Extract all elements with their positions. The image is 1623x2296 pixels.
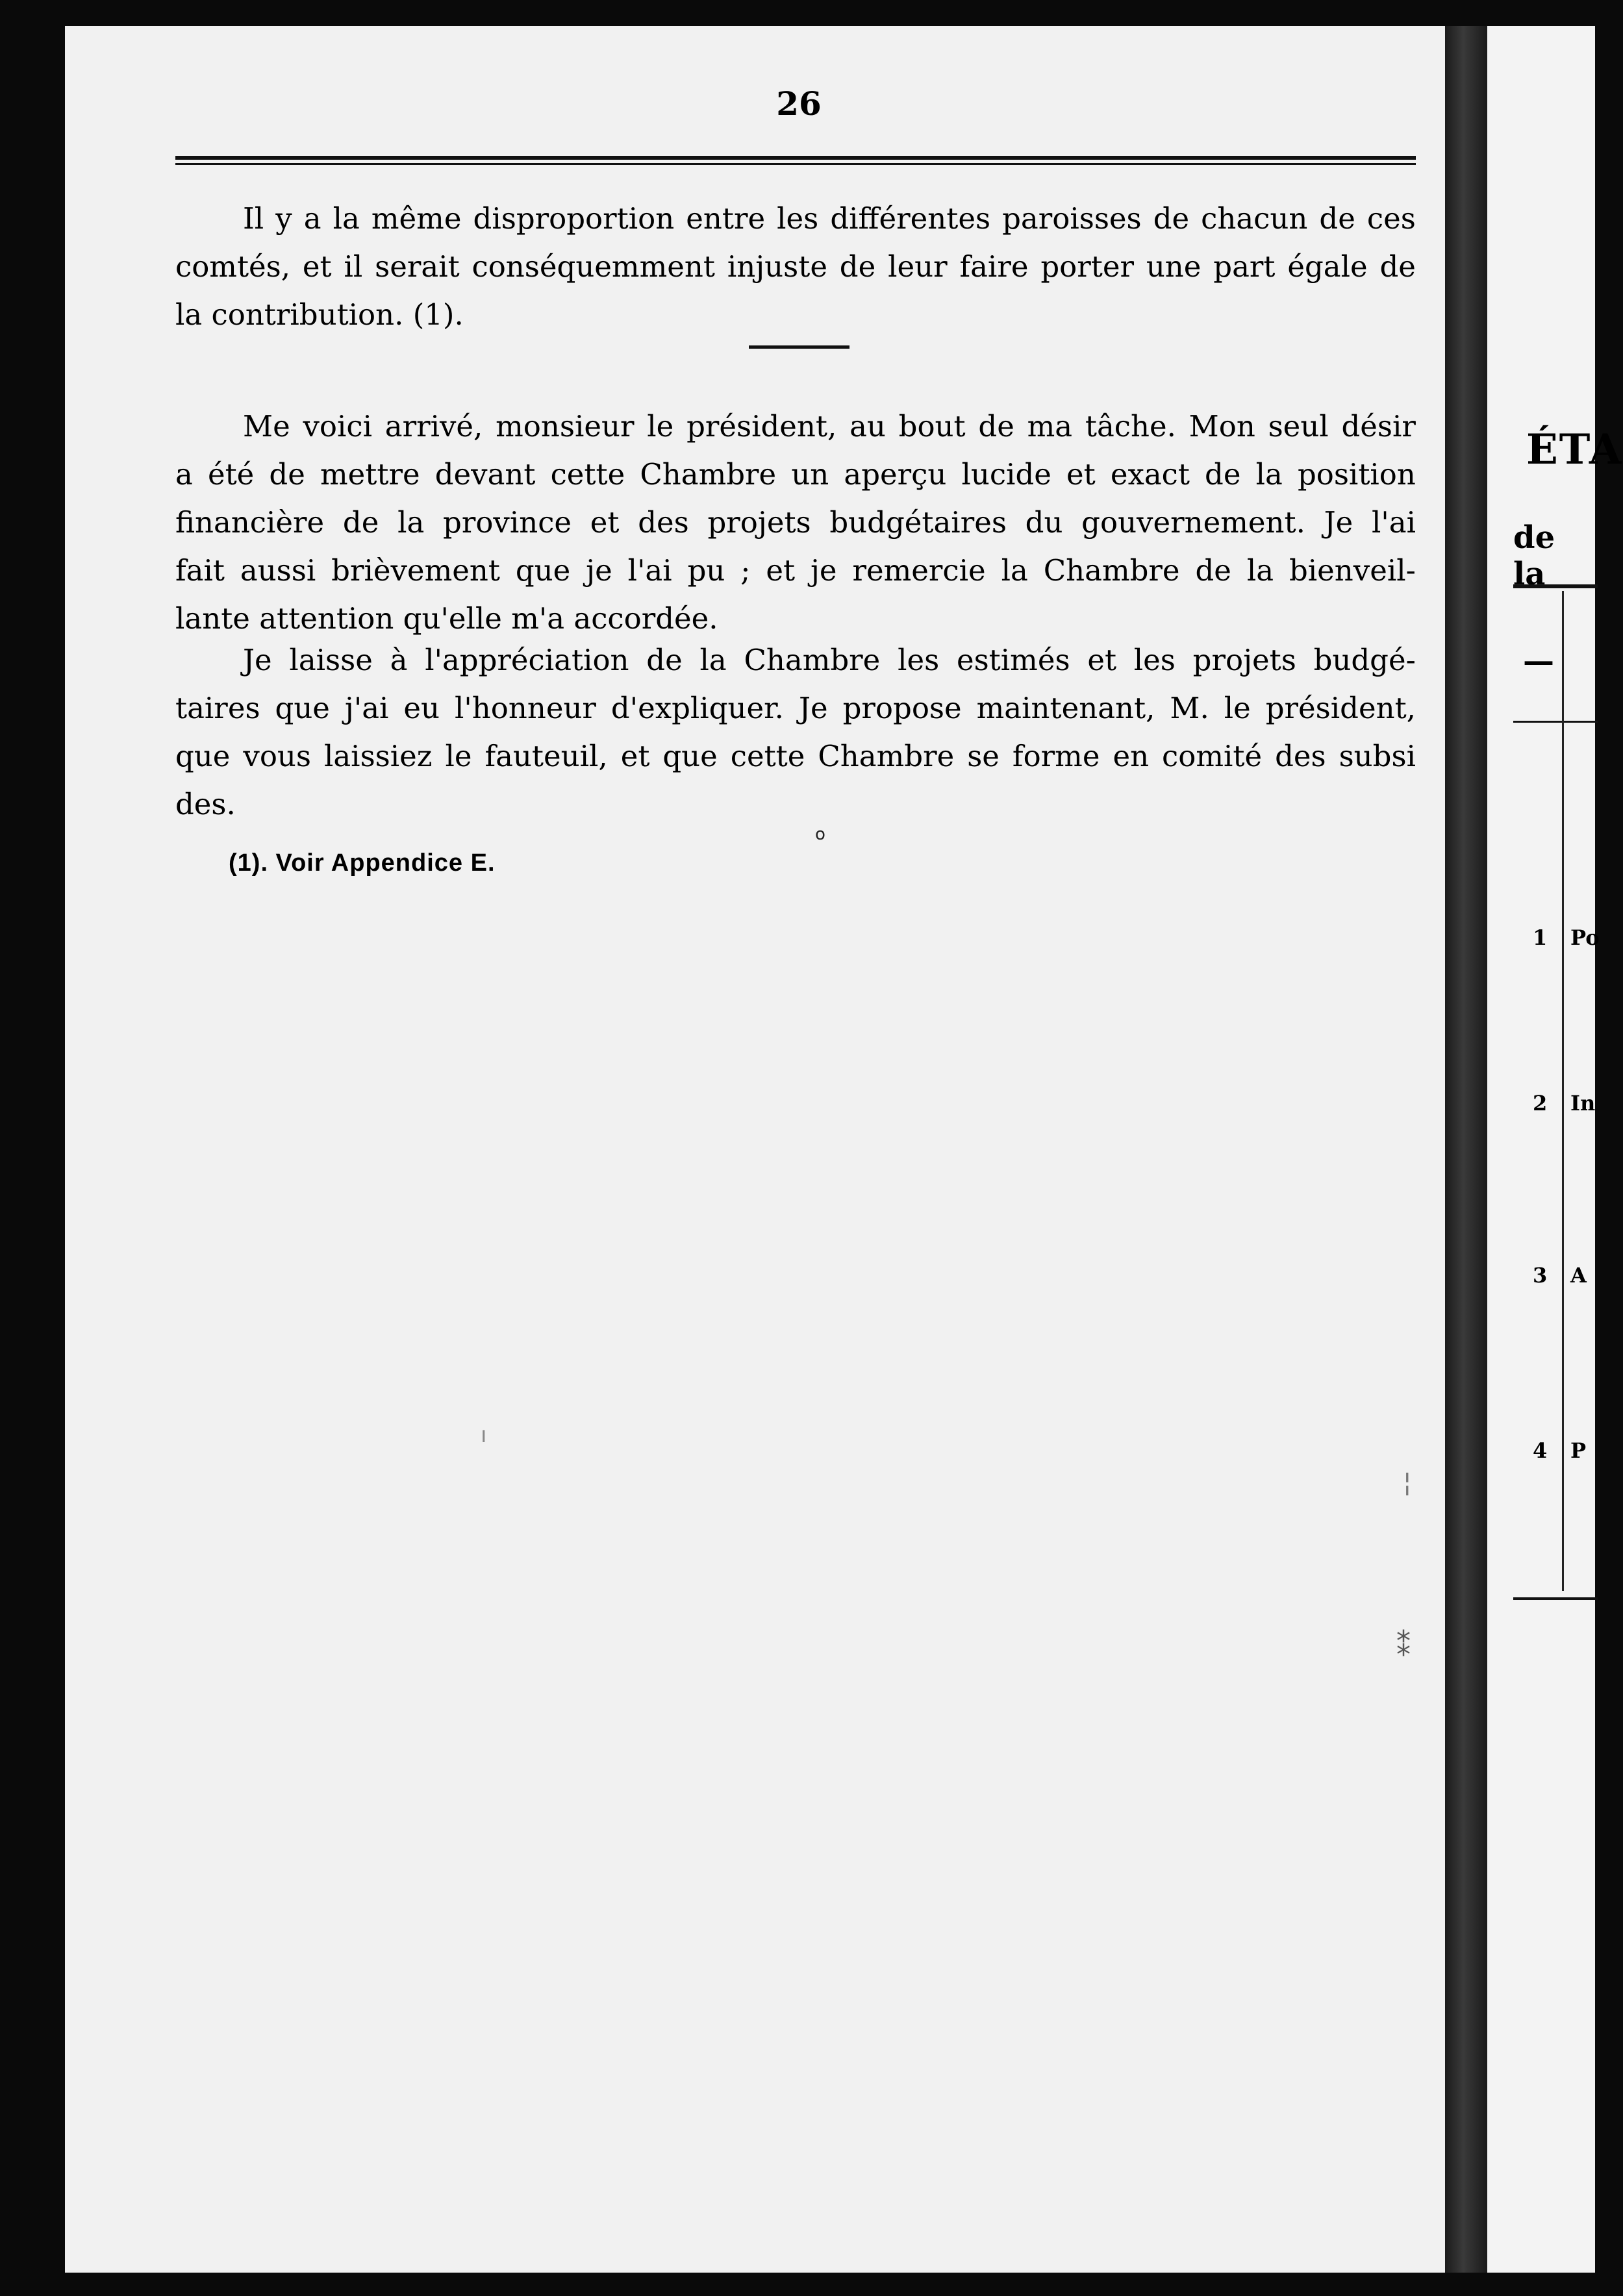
row-number: 4 [1533, 1438, 1548, 1463]
scan-speck: ı [481, 1422, 487, 1448]
text-line: fait aussi brièvement que je l'ai pu ; et je remercie la Chambre de la bienveil- [175, 553, 1416, 588]
table-rule [1513, 584, 1598, 588]
row-number: 1 [1533, 925, 1548, 950]
paragraph-1 [175, 195, 1416, 339]
table-rule [1513, 721, 1598, 723]
scan-speck: o [815, 825, 825, 844]
adjacent-page [1487, 26, 1623, 2273]
scan-speck: ⁑ [1396, 1630, 1411, 1663]
text-line: Me voici arrivé, monsieur le président, au bout de ma tâche. Mon seul désir [243, 409, 1416, 443]
row-label: In [1570, 1091, 1596, 1116]
text-line: comtés, et il serait conséquemment injuste de leur faire porter une part égale de [175, 249, 1416, 284]
row-label: P [1570, 1438, 1587, 1463]
adjacent-page-subtitle: de la [1513, 519, 1555, 592]
adjacent-page-title: ÉTA [1526, 425, 1623, 474]
text-line: a été de mettre devant cette Chambre un aperçu lucide et exact de la position [175, 457, 1416, 492]
table-dash: — [1523, 643, 1554, 679]
scan-speck: ¦ [1403, 1467, 1412, 1497]
paragraph-3 [175, 636, 1416, 829]
text-line: que vous laissiez le fauteuil, et que cette Chambre se forme en comité des subsi [175, 739, 1416, 773]
header-rule [175, 156, 1416, 165]
paragraph-2 [175, 403, 1416, 643]
footnote: (1). Voir Appendice E. [229, 849, 496, 877]
row-label: Po [1570, 925, 1600, 950]
table-column-line [1562, 591, 1564, 1591]
text-line: taires que j'ai eu l'honneur d'expliquer. Je propose maintenant, M. le président, [175, 691, 1416, 725]
row-label: A [1570, 1263, 1587, 1288]
text-line: lante attention qu'elle m'a accordée. [175, 601, 718, 636]
book-gutter [1445, 26, 1491, 2273]
text-line: la contribution. (1). [175, 297, 464, 332]
row-number: 2 [1533, 1091, 1548, 1116]
row-number: 3 [1533, 1263, 1548, 1288]
text-line: financière de la province et des projets budgétaires du gouvernement. Je l'ai [175, 505, 1416, 540]
text-line: Il y a la même disproportion entre les différentes paroisses de chacun de ces [243, 201, 1416, 236]
page-number: 26 [776, 84, 822, 123]
book-page [65, 26, 1448, 2273]
table-rule [1513, 1597, 1598, 1600]
section-divider [749, 345, 849, 349]
text-line: des. [175, 787, 236, 821]
text-line: Je laisse à l'appréciation de la Chambre les estimés et les projets budgé- [243, 643, 1416, 677]
